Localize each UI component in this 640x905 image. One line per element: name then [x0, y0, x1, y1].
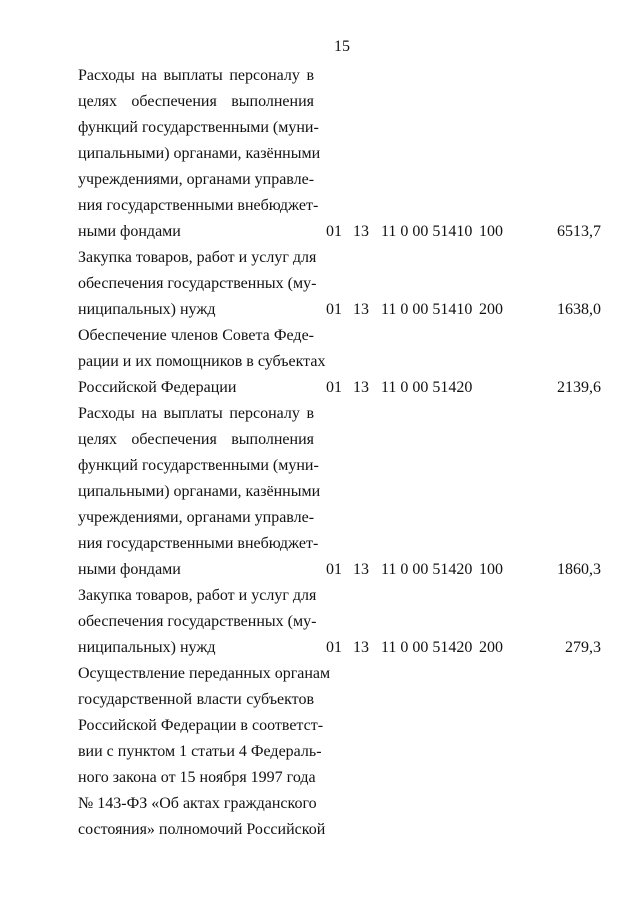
description-line: целях обеспечения выполнения [78, 431, 314, 448]
description-line: Обеспечение членов Совета Феде- [78, 327, 314, 344]
description-line: Российской Федерации в соответст- [78, 717, 324, 734]
row-description [78, 661, 331, 843]
table-row [0, 63, 640, 245]
row-codes [0, 375, 640, 401]
page-number: 15 [334, 38, 350, 55]
description-line: Закупка товаров, работ и услуг для [78, 587, 317, 604]
subsection-code: 13 [353, 561, 369, 578]
description-line: Расходы на выплаты персоналу в [78, 405, 314, 422]
row-codes [0, 557, 640, 583]
description-line: № 143-ФЗ «Об актах гражданского [78, 795, 317, 812]
expense-type-code: 200 [479, 301, 503, 318]
description-line: учреждениями, органами управле- [78, 509, 315, 526]
target-article-code: 11 0 00 51410 [381, 223, 473, 240]
description-line: Осуществление переданных органам [78, 665, 331, 682]
description-line: функций государственными (муни- [78, 119, 319, 136]
target-article-code: 11 0 00 51420 [381, 379, 473, 396]
description-line: функций государственными (муни- [78, 457, 319, 474]
description-line: вии с пунктом 1 статьи 4 Федераль- [78, 743, 322, 760]
expense-type-code: 100 [479, 561, 503, 578]
table-row [0, 661, 640, 843]
section-code: 01 [326, 561, 342, 578]
section-code: 01 [326, 379, 342, 396]
section-code: 01 [326, 223, 342, 240]
section-code: 01 [326, 301, 342, 318]
description-line: ния государственными внебюджет- [78, 197, 319, 214]
subsection-code: 13 [353, 639, 369, 656]
description-line: Российской Федерации [78, 379, 237, 396]
description-line: ципальными) органами, казёнными [78, 483, 321, 500]
table-row [0, 401, 640, 583]
description-line: состояния» полномочий Российской [78, 821, 326, 838]
description-line: ниципальных) нужд [78, 301, 216, 318]
section-code: 01 [326, 639, 342, 656]
description-line: учреждениями, органами управле- [78, 171, 315, 188]
description-line: ными фондами [78, 223, 181, 240]
table-row [0, 323, 640, 401]
expense-type-code: 200 [479, 639, 503, 656]
description-line: Расходы на выплаты персоналу в [78, 67, 314, 84]
description-line: Закупка товаров, работ и услуг для [78, 249, 317, 266]
amount-value: 1860,3 [557, 561, 601, 578]
row-codes [0, 297, 640, 323]
description-line: ными фондами [78, 561, 181, 578]
subsection-code: 13 [353, 301, 369, 318]
target-article-code: 11 0 00 51410 [381, 301, 473, 318]
description-line: ного закона от 15 ноября 1997 года [78, 769, 316, 786]
row-codes [0, 635, 640, 661]
description-line: ниципальных) нужд [78, 639, 216, 656]
amount-value: 279,3 [565, 639, 601, 656]
description-line: рации и их помощников в субъектах [78, 353, 326, 370]
target-article-code: 11 0 00 51420 [381, 561, 473, 578]
description-line: обеспечения государственных (му- [78, 275, 317, 292]
row-description [78, 401, 321, 583]
subsection-code: 13 [353, 379, 369, 396]
amount-value: 1638,0 [557, 301, 601, 318]
target-article-code: 11 0 00 51420 [381, 639, 473, 656]
description-line: государственной власти субъектов [78, 691, 314, 708]
row-description [78, 63, 321, 245]
table-row [0, 583, 640, 661]
budget-table [0, 63, 640, 843]
description-line: ципальными) органами, казёнными [78, 145, 321, 162]
description-line: целях обеспечения выполнения [78, 93, 314, 110]
table-row [0, 245, 640, 323]
description-line: обеспечения государственных (му- [78, 613, 317, 630]
row-codes [0, 219, 640, 245]
amount-value: 2139,6 [557, 379, 601, 396]
amount-value: 6513,7 [557, 223, 601, 240]
expense-type-code: 100 [479, 223, 503, 240]
subsection-code: 13 [353, 223, 369, 240]
description-line: ния государственными внебюджет- [78, 535, 319, 552]
